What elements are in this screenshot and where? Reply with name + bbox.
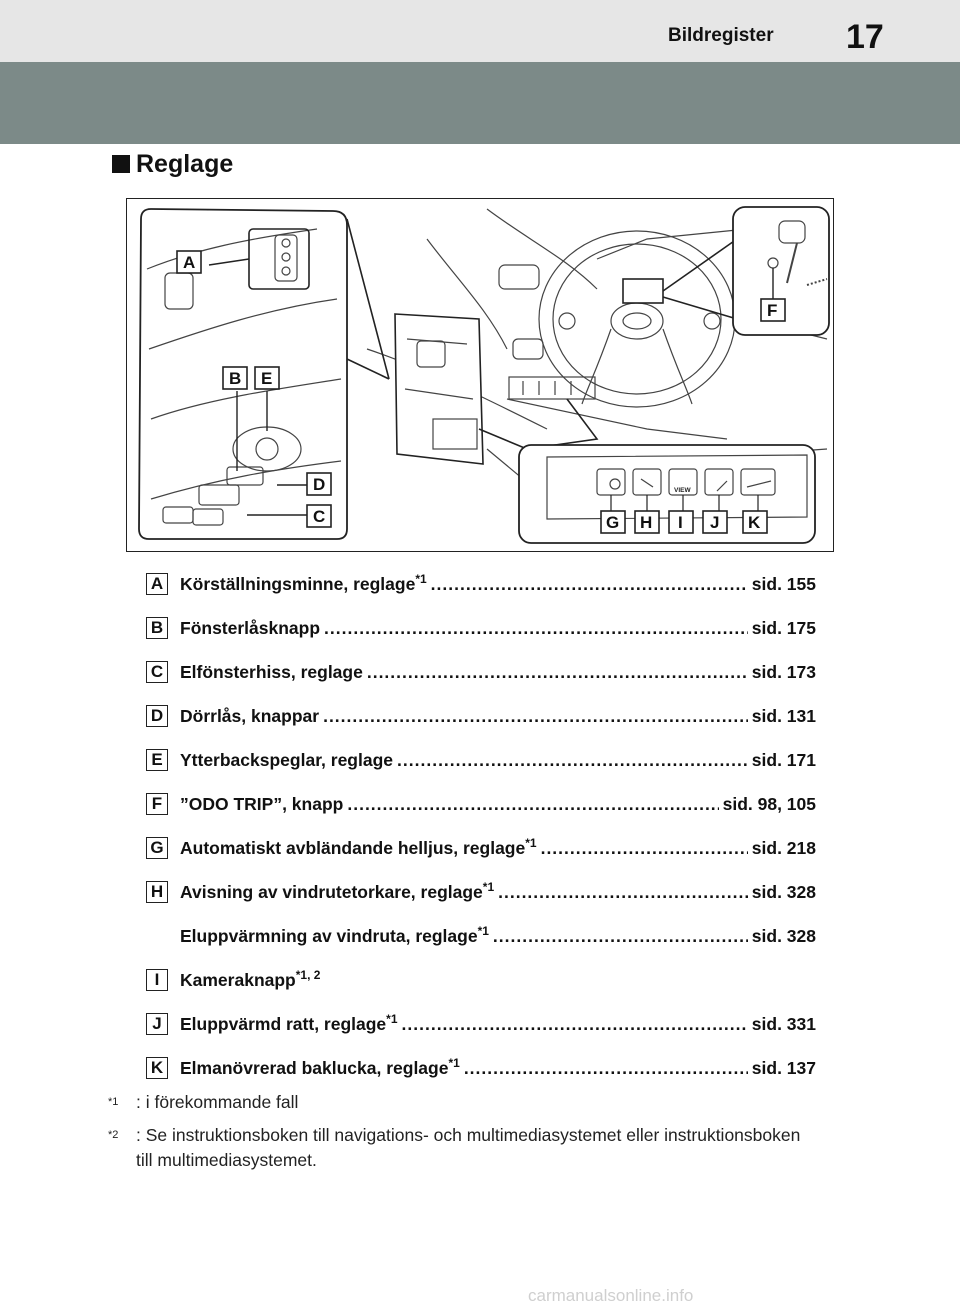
square-bullet-icon [112,155,130,173]
svg-text:C: C [313,507,326,526]
list-item [146,1008,816,1052]
item-text: Eluppvärmning av vindruta, reglage$^{*1}$ [180,924,489,946]
item-text: Körställningsminne, reglage$^{*1}$ [180,572,427,594]
item-letter-box: C [146,661,168,683]
view-button-label: VIEW [674,487,691,494]
item-page-ref[interactable]: sid. 328 [751,925,816,946]
controls-index-list [146,568,816,1096]
callout-k [743,511,767,533]
callout-i [669,511,693,533]
callout-e [255,367,279,389]
item-letter-box: I [146,969,168,991]
item-letter-box: J [146,1013,168,1035]
svg-text:I: I [678,513,683,532]
svg-text:H: H [640,513,653,532]
watermark: carmanualsonline.info [528,1286,694,1305]
item-page-ref[interactable]: sid. 328 [751,881,816,902]
section-title [112,150,233,179]
item-page-ref[interactable]: sid. 175 [751,617,816,638]
item-text: Fönsterlåsknapp [180,617,321,638]
footnote: $^{*1}$ : i förekommande fall [108,1092,299,1112]
item-letter-box: H [146,881,168,903]
item-page-ref[interactable]: sid. 98, 105 [722,793,816,814]
list-item [146,832,816,876]
item-letter-box: D [146,705,168,727]
item-letter-box: K [146,1057,168,1079]
item-text: Elfönsterhiss, reglage [180,661,363,682]
svg-text:E: E [261,369,273,388]
svg-text:G: G [606,513,620,532]
item-page-ref[interactable]: sid. 171 [751,749,816,770]
callout-h [635,511,659,533]
footnotes [108,1090,808,1181]
list-item [146,612,816,656]
item-page-ref[interactable]: sid. 155 [751,573,816,594]
item-page-ref[interactable]: sid. 131 [751,705,816,726]
page-number: 17 [846,18,884,56]
callout-b [223,367,247,389]
item-letter-box: A [146,573,168,595]
item-letter-box: E [146,749,168,771]
list-item [146,656,816,700]
item-text: ”ODO TRIP”, knapp [180,793,344,814]
item-text: Ytterbackspeglar, reglage [180,749,394,770]
item-letter-box: B [146,617,168,639]
callout-j [703,511,727,533]
item-page-ref[interactable]: sid. 173 [751,661,816,682]
list-item [146,964,816,1008]
item-text: Eluppvärmd ratt, reglage$^{*1}$ [180,1012,398,1034]
list-item [146,876,816,920]
callout-g [601,511,625,533]
header-title: Bildregister [668,25,774,46]
item-letter-box: F [146,793,168,815]
item-text: Automatiskt avbländande helljus, reglage$^{*1}$ [180,836,537,858]
list-item [146,700,816,744]
item-text: Elmanövrerad baklucka, reglage$^{*1}$ [180,1056,460,1078]
svg-text:A: A [183,253,196,272]
svg-text:K: K [748,513,761,532]
callout-c [307,505,331,527]
item-text: Kameraknapp$^{*1, 2}$ [180,968,321,990]
section-title-text: Reglage [136,150,234,178]
item-page-ref[interactable]: sid. 331 [751,1013,816,1034]
svg-text:F: F [767,301,778,320]
controls-illustration-svg [127,199,832,550]
chapter-band [0,62,960,144]
item-page-ref[interactable]: sid. 218 [751,837,816,858]
callout-d [307,473,331,495]
svg-text:J: J [710,513,720,532]
list-item [146,568,816,612]
item-page-ref[interactable]: sid. 137 [751,1057,816,1078]
item-letter-box: G [146,837,168,859]
callout-a [177,251,201,273]
header-band [0,0,960,62]
item-text: Dörrlås, knappar [180,705,320,726]
footnote: $^{*2}$ : Se instruktionsboken till navigations- och multimediasystemet eller instruktionsboken till multimediasystemet. [108,1125,801,1170]
item-text: Avisning av vindrutetorkare, reglage$^{*1}$ [180,880,495,902]
list-item [146,788,816,832]
svg-text:D: D [313,475,326,494]
list-item [146,744,816,788]
controls-illustration [126,198,834,552]
svg-text:B: B [229,369,242,388]
callout-f [761,299,785,321]
list-item [146,920,816,964]
